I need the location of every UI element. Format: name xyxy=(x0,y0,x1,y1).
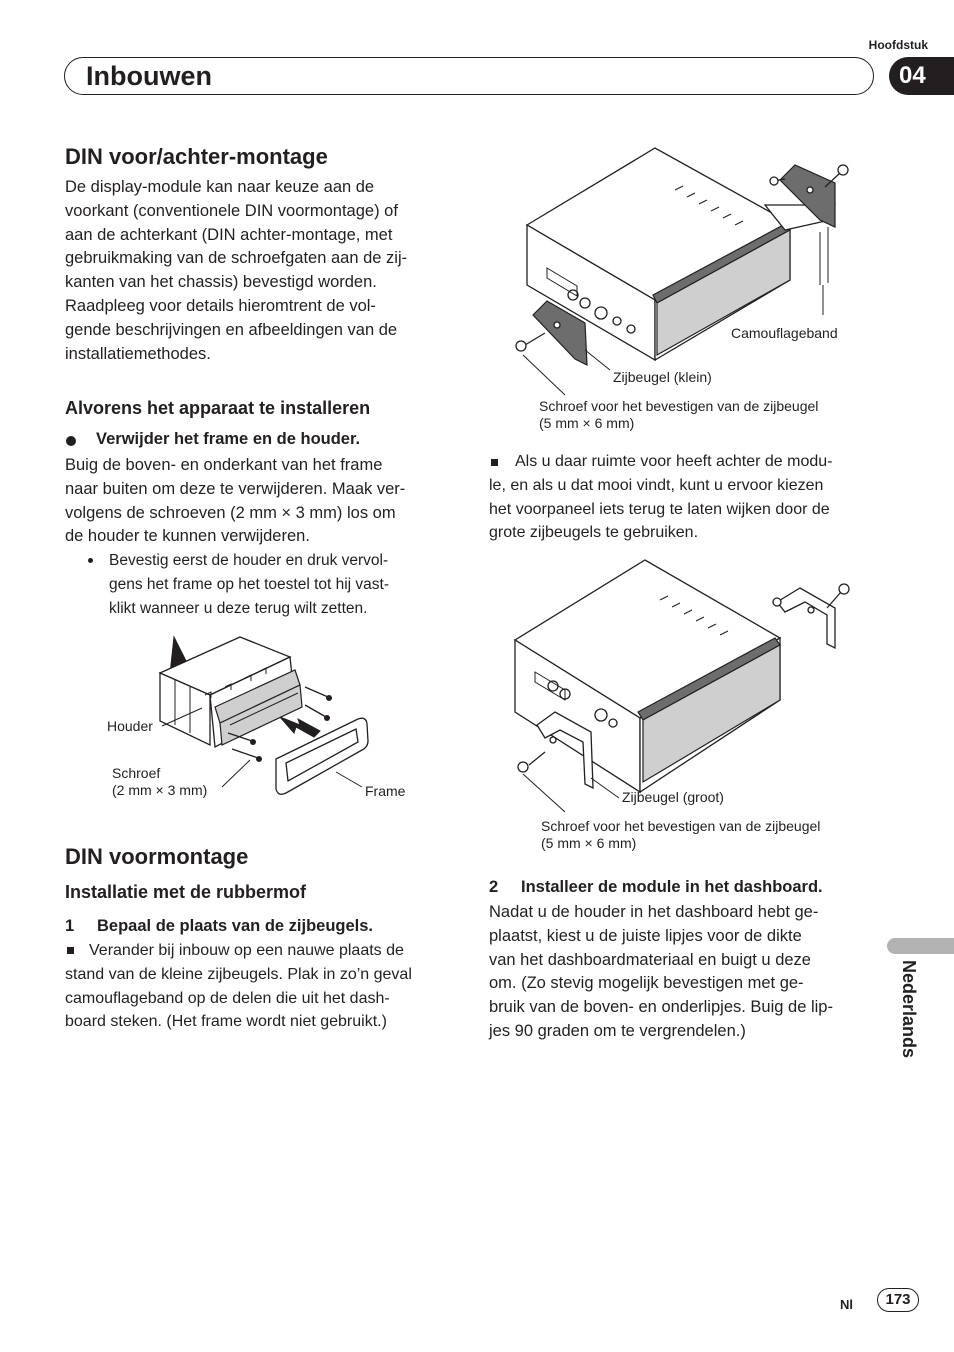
figure-large-bracket xyxy=(505,560,865,820)
figure-small-bracket xyxy=(505,145,865,400)
step-2-number: 2 xyxy=(489,878,499,896)
step-1-number: 1 xyxy=(65,917,75,935)
bracket-note-line: Verander bij inbouw op een nauwe plaats de xyxy=(89,942,404,959)
page-number: 173 xyxy=(877,1288,919,1312)
chapter-number-badge: 04 xyxy=(889,57,954,95)
intro-line: voorkant (conventionele DIN voormontage) of xyxy=(65,201,398,220)
subheading-rubber-bush: Installatie met de rubbermof xyxy=(65,882,307,902)
footer-language-code: Nl xyxy=(840,1297,853,1312)
label-bracket-screw xyxy=(539,398,818,432)
label-screw-small-line: Schroef xyxy=(112,765,161,781)
label-bracket-screw-line: Schroef voor het bevestigen van de zijbeugel xyxy=(541,818,821,834)
screw-icon xyxy=(827,584,849,608)
side-bracket-large-icon xyxy=(773,588,835,648)
reattach-line: gens het frame op het toestel tot hij vast- xyxy=(109,575,390,593)
label-screw-small-line: (2 mm × 3 mm) xyxy=(112,782,208,798)
bracket-note-line: stand van de kleine zijbeugels. Plak in zo’n geval xyxy=(65,965,412,983)
large-bracket-note xyxy=(489,450,874,545)
language-label: Nederlands xyxy=(899,960,919,1059)
screw-icon xyxy=(825,165,848,187)
reattach-line: klikt wanneer u deze terug wilt zetten. xyxy=(109,599,368,617)
step-2-line: om. (Zo stevig mogelijk bevestigen met ge- xyxy=(489,974,804,993)
chapter-label: Hoofdstuk xyxy=(868,38,928,52)
intro-line: aan de achterkant (DIN achter-montage, met xyxy=(65,225,393,244)
bracket-note xyxy=(65,939,455,1034)
remove-line: naar buiten om deze te verwijderen. Maak ver- xyxy=(65,479,406,498)
step-2-line: plaatst, kiest u de juiste lipjes voor de dikte xyxy=(489,926,802,945)
intro-paragraph xyxy=(65,176,455,366)
intro-line: De display-module kan naar keuze aan de xyxy=(65,178,375,196)
label-camouflage-tape: Camouflageband xyxy=(731,325,838,341)
bracket-note-line: camouflageband op de delen die uit het dash- xyxy=(65,989,390,1007)
label-bracket-screw-line: Schroef voor het bevestigen van de zijbeugel xyxy=(539,398,819,414)
step-1 xyxy=(65,917,373,936)
section-title: Inbouwen xyxy=(86,61,212,91)
large-bracket-line: Als u daar ruimte voor heeft achter de modu- xyxy=(515,453,833,470)
intro-line: installatiemethodes. xyxy=(65,344,211,363)
label-bracket-screw xyxy=(541,818,820,852)
step-2 xyxy=(489,878,823,897)
large-bracket-line: grote zijbeugels te gebruiken. xyxy=(489,524,699,542)
step-2-line: Nadat u de houder in het dashboard hebt ge- xyxy=(489,903,819,921)
screw-icon xyxy=(518,752,545,772)
reattach-note xyxy=(109,549,449,620)
step-2-text: Installeer de module in het dashboard. xyxy=(521,878,823,896)
remove-line: de houder te kunnen verwijderen. xyxy=(65,527,310,546)
remove-line: volgens de schroeven (2 mm × 3 mm) los om xyxy=(65,503,396,522)
reattach-line: Bevestig eerst de houder en druk vervol- xyxy=(109,552,389,569)
bullet-dot xyxy=(66,436,76,446)
language-tab xyxy=(887,938,954,954)
label-bracket-screw-line: (5 mm × 6 mm) xyxy=(539,415,635,431)
step-2-paragraph xyxy=(489,901,879,1044)
remove-line: Buig de boven- en onderkant van het frame xyxy=(65,456,383,474)
step-2-line: van het dashboardmateriaal en buigt u deze xyxy=(489,950,811,969)
heading-din-front: DIN voormontage xyxy=(65,844,249,869)
step-2-line: jes 90 graden om te vergrendelen.) xyxy=(489,1021,746,1040)
step-1-text: Bepaal de plaats van de zijbeugels. xyxy=(97,917,374,935)
screw-icon xyxy=(516,333,545,351)
label-screw-small xyxy=(112,765,207,799)
bullet-title: Verwijder het frame en de houder. xyxy=(96,430,361,448)
label-holder: Houder xyxy=(107,718,153,734)
label-bracket-screw-line: (5 mm × 6 mm) xyxy=(541,835,637,851)
large-bracket-line: le, en als u dat mooi vindt, kunt u ervoor kiezen xyxy=(489,476,824,494)
sub-bullet-dot xyxy=(88,558,93,563)
intro-line: gebruikmaking van de schroefgaten aan de zij- xyxy=(65,249,408,268)
intro-line: kanten van het chassis) bevestigd worden. xyxy=(65,273,377,292)
step-2-line: bruik van de boven- en onderlipjes. Buig de lip- xyxy=(489,998,833,1017)
remove-frame-arrow-icon xyxy=(280,717,320,737)
heading-din-front-rear: DIN voor/achter-montage xyxy=(65,144,328,169)
heading-before-install: Alvorens het apparaat te installeren xyxy=(65,398,371,418)
label-small-bracket: Zijbeugel (klein) xyxy=(613,369,712,385)
remove-paragraph xyxy=(65,454,455,549)
large-bracket-line: het voorpaneel iets terug te laten wijken door de xyxy=(489,500,830,518)
bracket-note-line: board steken. (Het frame wordt niet gebruikt.) xyxy=(65,1013,387,1031)
intro-line: Raadpleeg voor details hieromtrent de vol- xyxy=(65,296,376,315)
label-large-bracket: Zijbeugel (groot) xyxy=(622,789,724,805)
intro-line: gende beschrijvingen en afbeeldingen van de xyxy=(65,320,398,339)
label-frame: Frame xyxy=(365,783,406,799)
